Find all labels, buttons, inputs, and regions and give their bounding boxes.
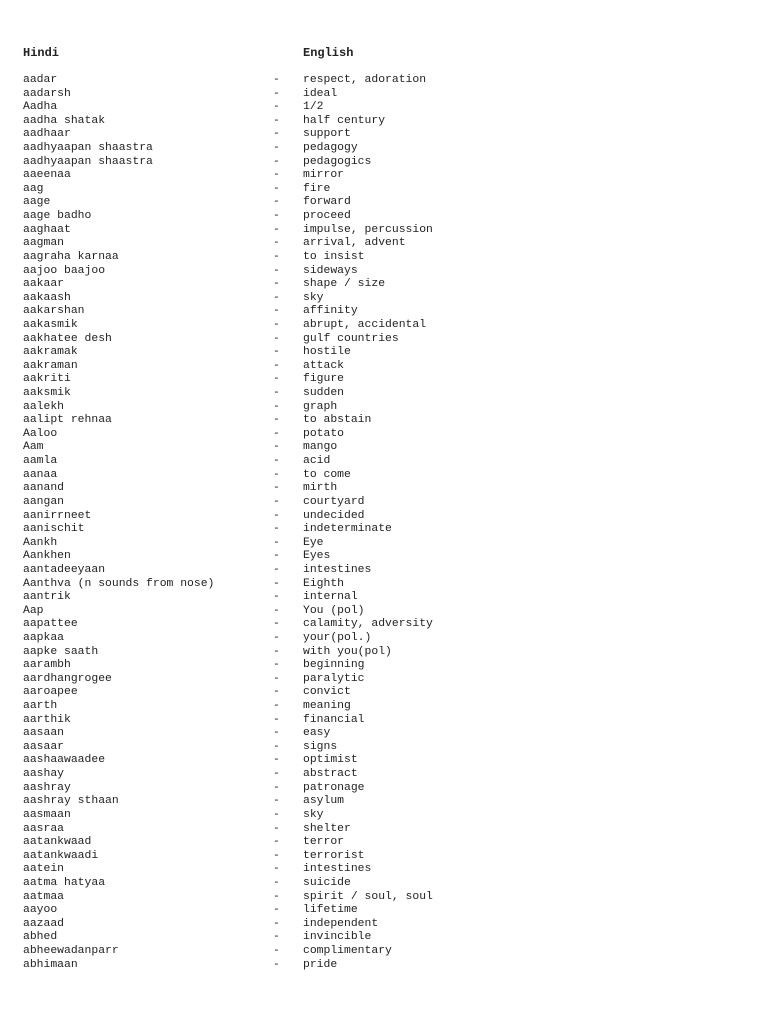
hindi-word: aakraman <box>23 359 78 372</box>
separator-dash: - <box>273 210 280 223</box>
separator-dash: - <box>273 577 280 590</box>
english-translation: shape / size <box>303 278 386 291</box>
list-item <box>0 578 768 592</box>
english-translation: to abstain <box>303 414 372 427</box>
english-translation: Eyes <box>303 550 331 563</box>
list-item <box>0 809 768 823</box>
separator-dash: - <box>273 795 280 808</box>
hindi-word: aamla <box>23 455 58 468</box>
english-translation: impulse, percussion <box>303 223 433 236</box>
english-translation: independent <box>303 917 379 930</box>
list-item <box>0 632 768 646</box>
hindi-word: aazaad <box>23 917 65 930</box>
list-item <box>0 836 768 850</box>
english-translation: terror <box>303 836 345 849</box>
separator-dash: - <box>273 346 280 359</box>
list-item <box>0 387 768 401</box>
separator-dash: - <box>273 958 280 971</box>
hindi-word: aatmaa <box>23 890 65 903</box>
separator-dash: - <box>273 237 280 250</box>
hindi-word: aagman <box>23 237 65 250</box>
hindi-word: aadha shatak <box>23 114 106 127</box>
separator-dash: - <box>273 863 280 876</box>
english-translation: asylum <box>303 795 345 808</box>
english-translation: mango <box>303 441 338 454</box>
english-translation: easy <box>303 727 331 740</box>
list-item <box>0 564 768 578</box>
list-item <box>0 142 768 156</box>
list-item <box>0 346 768 360</box>
separator-dash: - <box>273 727 280 740</box>
separator-dash: - <box>273 74 280 86</box>
english-translation: support <box>303 128 351 141</box>
english-translation: half century <box>303 114 386 127</box>
hindi-word: aashaawaadee <box>23 754 106 767</box>
list-item <box>0 700 768 714</box>
english-translation: invincible <box>303 931 372 944</box>
list-item <box>0 455 768 469</box>
english-translation: shelter <box>303 822 351 835</box>
hindi-word: aakhatee desh <box>23 332 112 345</box>
separator-dash: - <box>273 563 280 576</box>
list-item <box>0 904 768 918</box>
separator-dash: - <box>273 550 280 563</box>
hindi-word: aanischit <box>23 523 85 536</box>
hindi-word: aadar <box>23 74 58 86</box>
hindi-word: aasaan <box>23 727 65 740</box>
english-translation: to come <box>303 468 351 481</box>
hindi-word: aage <box>23 196 51 209</box>
hindi-word: aatankwaad <box>23 836 92 849</box>
hindi-word: aashray sthaan <box>23 795 119 808</box>
english-translation: hostile <box>303 346 351 359</box>
list-item <box>0 877 768 891</box>
english-translation: pedagogics <box>303 155 372 168</box>
list-item <box>0 714 768 728</box>
separator-dash: - <box>273 291 280 304</box>
separator-dash: - <box>273 781 280 794</box>
list-item <box>0 823 768 837</box>
list-item <box>0 74 768 88</box>
separator-dash: - <box>273 700 280 713</box>
separator-dash: - <box>273 264 280 277</box>
separator-dash: - <box>273 332 280 345</box>
list-item <box>0 754 768 768</box>
separator-dash: - <box>273 169 280 182</box>
english-translation: Eye <box>303 536 324 549</box>
list-item <box>0 659 768 673</box>
separator-dash: - <box>273 223 280 236</box>
hindi-word: aapattee <box>23 618 78 631</box>
list-item <box>0 646 768 660</box>
list-item <box>0 319 768 333</box>
list-item <box>0 496 768 510</box>
hindi-word: Aankh <box>23 536 58 549</box>
hindi-word: aantrik <box>23 591 71 604</box>
hindi-word: aantadeeyaan <box>23 563 106 576</box>
list-item <box>0 618 768 632</box>
english-translation: 1/2 <box>303 101 324 114</box>
english-column-heading: English <box>303 46 354 60</box>
hindi-word: aalekh <box>23 400 65 413</box>
separator-dash: - <box>273 387 280 400</box>
hindi-word: aaghaat <box>23 223 71 236</box>
english-translation: abrupt, accidental <box>303 318 427 331</box>
separator-dash: - <box>273 87 280 100</box>
hindi-word: aaroapee <box>23 686 78 699</box>
english-translation: sky <box>303 808 324 821</box>
list-item <box>0 550 768 564</box>
english-translation: mirror <box>303 169 345 182</box>
separator-dash: - <box>273 305 280 318</box>
list-item <box>0 673 768 687</box>
english-translation: complimentary <box>303 945 392 957</box>
english-translation: intestines <box>303 863 372 876</box>
hindi-word: aadarsh <box>23 87 71 100</box>
separator-dash: - <box>273 482 280 495</box>
english-translation: attack <box>303 359 345 372</box>
list-item <box>0 196 768 210</box>
english-translation: indeterminate <box>303 523 392 536</box>
separator-dash: - <box>273 250 280 263</box>
english-translation: sideways <box>303 264 358 277</box>
english-translation: figure <box>303 373 345 386</box>
separator-dash: - <box>273 278 280 291</box>
list-item <box>0 251 768 265</box>
hindi-word: aatma hatyaa <box>23 876 106 889</box>
list-item <box>0 959 768 973</box>
hindi-word: Aaloo <box>23 427 58 440</box>
hindi-word: aasraa <box>23 822 65 835</box>
english-translation: paralytic <box>303 672 365 685</box>
separator-dash: - <box>273 931 280 944</box>
english-translation: arrival, advent <box>303 237 406 250</box>
hindi-word: aadhyaapan shaastra <box>23 155 153 168</box>
hindi-word: aarth <box>23 700 58 713</box>
hindi-column-heading: Hindi <box>23 46 60 60</box>
list-item <box>0 401 768 415</box>
separator-dash: - <box>273 142 280 155</box>
list-item <box>0 605 768 619</box>
list-item <box>0 469 768 483</box>
hindi-word: abheewadanparr <box>23 945 119 957</box>
list-item <box>0 931 768 945</box>
hindi-word: aagraha karnaa <box>23 250 119 263</box>
hindi-word: aanirrneet <box>23 509 92 522</box>
separator-dash: - <box>273 768 280 781</box>
list-item <box>0 428 768 442</box>
hindi-word: aaksmik <box>23 387 71 400</box>
english-translation: to insist <box>303 250 365 263</box>
english-translation: signs <box>303 740 338 753</box>
hindi-word: aayoo <box>23 904 58 917</box>
hindi-word: aarthik <box>23 713 71 726</box>
list-item <box>0 210 768 224</box>
english-translation: spirit / soul, soul <box>303 890 433 903</box>
separator-dash: - <box>273 509 280 522</box>
english-translation: intestines <box>303 563 372 576</box>
separator-dash: - <box>273 836 280 849</box>
english-translation: convict <box>303 686 351 699</box>
hindi-word: aasmaan <box>23 808 71 821</box>
english-translation: calamity, adversity <box>303 618 433 631</box>
list-item <box>0 686 768 700</box>
english-translation: Eighth <box>303 577 345 590</box>
separator-dash: - <box>273 740 280 753</box>
separator-dash: - <box>273 523 280 536</box>
separator-dash: - <box>273 890 280 903</box>
list-item <box>0 224 768 238</box>
list-item <box>0 237 768 251</box>
english-translation: affinity <box>303 305 358 318</box>
separator-dash: - <box>273 754 280 767</box>
english-translation: undecided <box>303 509 365 522</box>
separator-dash: - <box>273 631 280 644</box>
separator-dash: - <box>273 468 280 481</box>
list-item <box>0 360 768 374</box>
hindi-word: aage badho <box>23 210 92 223</box>
list-item <box>0 768 768 782</box>
separator-dash: - <box>273 536 280 549</box>
english-translation: respect, adoration <box>303 74 427 86</box>
column-header <box>0 44 768 62</box>
hindi-word: abhed <box>23 931 58 944</box>
english-translation: patronage <box>303 781 365 794</box>
separator-dash: - <box>273 101 280 114</box>
list-item <box>0 591 768 605</box>
separator-dash: - <box>273 945 280 957</box>
hindi-word: aapkaa <box>23 631 65 644</box>
list-item <box>0 183 768 197</box>
english-translation: You (pol) <box>303 604 365 617</box>
separator-dash: - <box>273 645 280 658</box>
hindi-word: Aam <box>23 441 44 454</box>
english-translation: abstract <box>303 768 358 781</box>
english-translation: terrorist <box>303 849 365 862</box>
list-item <box>0 128 768 142</box>
separator-dash: - <box>273 686 280 699</box>
separator-dash: - <box>273 495 280 508</box>
english-translation: potato <box>303 427 345 440</box>
hindi-word: aashray <box>23 781 71 794</box>
separator-dash: - <box>273 441 280 454</box>
separator-dash: - <box>273 876 280 889</box>
list-item <box>0 850 768 864</box>
list-item <box>0 782 768 796</box>
list-item <box>0 863 768 877</box>
hindi-word: aajoo baajoo <box>23 264 106 277</box>
hindi-word: aardhangrogee <box>23 672 112 685</box>
separator-dash: - <box>273 808 280 821</box>
list-item <box>0 918 768 932</box>
hindi-word: aatein <box>23 863 65 876</box>
list-item <box>0 482 768 496</box>
separator-dash: - <box>273 822 280 835</box>
hindi-word: aatankwaadi <box>23 849 99 862</box>
separator-dash: - <box>273 904 280 917</box>
separator-dash: - <box>273 182 280 195</box>
list-item <box>0 741 768 755</box>
hindi-word: aangan <box>23 495 65 508</box>
separator-dash: - <box>273 128 280 141</box>
list-item <box>0 414 768 428</box>
separator-dash: - <box>273 414 280 427</box>
separator-dash: - <box>273 196 280 209</box>
english-translation: courtyard <box>303 495 365 508</box>
hindi-word: aakarshan <box>23 305 85 318</box>
english-translation: internal <box>303 591 358 604</box>
english-translation: your(pol.) <box>303 631 372 644</box>
english-translation: acid <box>303 455 331 468</box>
separator-dash: - <box>273 155 280 168</box>
hindi-word: aadhyaapan shaastra <box>23 142 153 155</box>
english-translation: pedagogy <box>303 142 358 155</box>
hindi-word: aakriti <box>23 373 71 386</box>
english-translation: ideal <box>303 87 338 100</box>
english-translation: optimist <box>303 754 358 767</box>
english-translation: mirth <box>303 482 338 495</box>
english-translation: meaning <box>303 700 351 713</box>
hindi-word: aaeenaa <box>23 169 71 182</box>
list-item <box>0 945 768 959</box>
english-translation: forward <box>303 196 351 209</box>
hindi-word: abhimaan <box>23 958 78 971</box>
separator-dash: - <box>273 359 280 372</box>
hindi-word: aag <box>23 182 44 195</box>
list-item <box>0 115 768 129</box>
separator-dash: - <box>273 455 280 468</box>
hindi-word: aalipt rehnaa <box>23 414 112 427</box>
hindi-word: aadhaar <box>23 128 71 141</box>
hindi-word: aarambh <box>23 659 71 672</box>
hindi-word: aanand <box>23 482 65 495</box>
list-item <box>0 891 768 905</box>
list-item <box>0 305 768 319</box>
separator-dash: - <box>273 659 280 672</box>
english-translation: fire <box>303 182 331 195</box>
english-translation: sudden <box>303 387 345 400</box>
separator-dash: - <box>273 713 280 726</box>
hindi-word: aashay <box>23 768 65 781</box>
hindi-word: aakaash <box>23 291 71 304</box>
separator-dash: - <box>273 400 280 413</box>
hindi-word: aanaa <box>23 468 58 481</box>
hindi-word: aakaar <box>23 278 65 291</box>
separator-dash: - <box>273 373 280 386</box>
list-item <box>0 292 768 306</box>
list-item <box>0 510 768 524</box>
hindi-word: Aanthva (n sounds from nose) <box>23 577 215 590</box>
separator-dash: - <box>273 672 280 685</box>
separator-dash: - <box>273 618 280 631</box>
separator-dash: - <box>273 849 280 862</box>
separator-dash: - <box>273 917 280 930</box>
english-translation: lifetime <box>303 904 358 917</box>
english-translation: beginning <box>303 659 365 672</box>
list-item <box>0 523 768 537</box>
separator-dash: - <box>273 114 280 127</box>
hindi-word: aasaar <box>23 740 65 753</box>
english-translation: graph <box>303 400 338 413</box>
list-item <box>0 101 768 115</box>
list-item <box>0 373 768 387</box>
separator-dash: - <box>273 604 280 617</box>
list-item <box>0 156 768 170</box>
hindi-word: Aap <box>23 604 44 617</box>
separator-dash: - <box>273 427 280 440</box>
list-item <box>0 169 768 183</box>
separator-dash: - <box>273 591 280 604</box>
hindi-word: aapke saath <box>23 645 99 658</box>
hindi-word: Aadha <box>23 101 58 114</box>
hindi-word: Aankhen <box>23 550 71 563</box>
list-item <box>0 278 768 292</box>
hindi-word: aakramak <box>23 346 78 359</box>
english-translation: suicide <box>303 876 351 889</box>
entry-list <box>0 74 768 972</box>
list-item <box>0 795 768 809</box>
list-item <box>0 441 768 455</box>
list-item <box>0 727 768 741</box>
english-translation: sky <box>303 291 324 304</box>
english-translation: financial <box>303 713 365 726</box>
list-item <box>0 265 768 279</box>
english-translation: with you(pol) <box>303 645 392 658</box>
hindi-word: aakasmik <box>23 318 78 331</box>
separator-dash: - <box>273 318 280 331</box>
english-translation: pride <box>303 958 338 971</box>
list-item <box>0 333 768 347</box>
list-item <box>0 88 768 102</box>
english-translation: gulf countries <box>303 332 399 345</box>
english-translation: proceed <box>303 210 351 223</box>
list-item <box>0 537 768 551</box>
